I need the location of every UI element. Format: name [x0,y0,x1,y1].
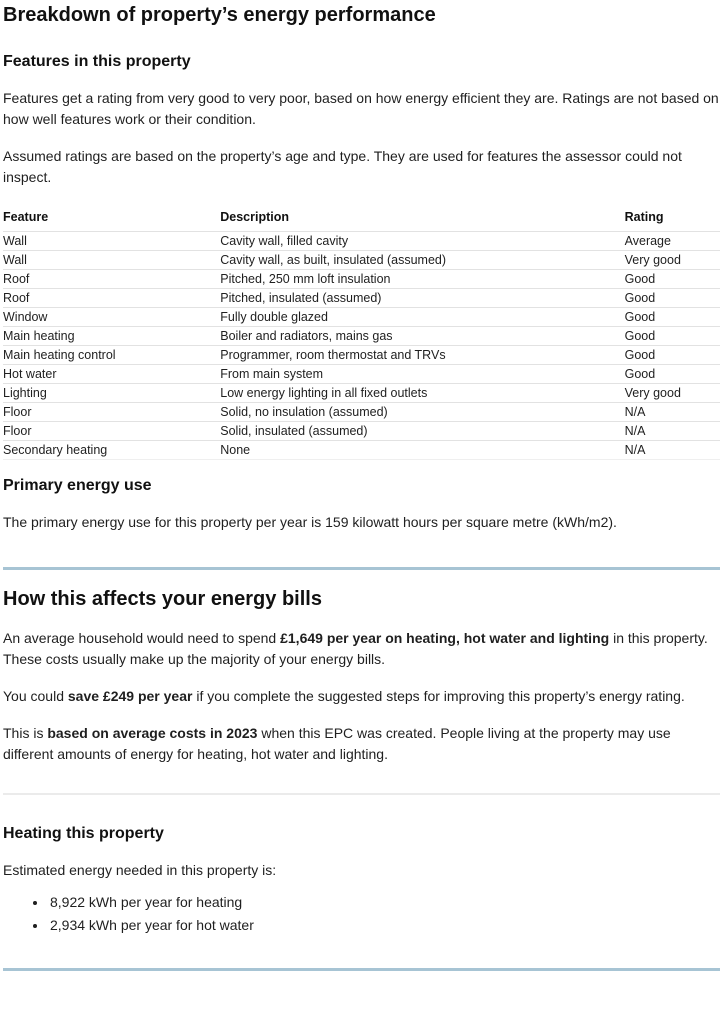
table-header-row [3,210,720,232]
description-cell: Cavity wall, as built, insulated (assumed) [220,251,624,270]
features-intro-2: Assumed ratings are based on the property’s age and type. They are used for features the assessor could not inspect. [3,148,682,185]
feature-cell: Roof [3,270,220,289]
save-amount: save £249 per year [67,688,193,704]
section-energy-bills [3,587,720,765]
rating-cell: Good [625,365,720,384]
text-segment: in this property. These costs usually make up the majority of your energy bills. [3,630,708,667]
table-header-description: Description [220,210,290,224]
table-header-rating: Rating [624,210,664,224]
table-row [3,232,720,251]
description-cell: None [220,441,624,460]
table-row [3,308,720,327]
feature-cell: Lighting [3,384,220,403]
table-row [3,251,720,270]
features-heading: Features in this property [3,53,191,70]
description-cell: From main system [220,365,624,384]
rating-cell: Good [625,270,720,289]
rating-cell: N/A [625,441,720,460]
description-cell: Programmer, room thermostat and TRVs [220,346,624,365]
rating-cell: N/A [625,422,720,441]
list-item-hot-water-energy: • 2,934 kWh per year for hot water [48,914,720,937]
feature-cell: Hot water [3,365,220,384]
list-item-heating-energy: • 8,922 kWh per year for heating [48,891,720,914]
feature-cell: Window [3,308,220,327]
description-cell: Solid, no insulation (assumed) [220,403,624,422]
table-row [3,270,720,289]
table-row [3,327,720,346]
rating-cell: Very good [625,251,720,270]
heating-intro: Estimated energy needed in this property is: [3,862,277,878]
description-cell: Low energy lighting in all fixed outlets [220,384,624,403]
spend-amount: £1,649 per year on heating, hot water and lighting [280,630,610,646]
text-segment: if you complete the suggested steps for improving this property’s energy rating. [192,688,685,704]
primary-energy-heading: Primary energy use [3,477,152,494]
rating-cell: Very good [625,384,720,403]
rating-cell: Good [625,289,720,308]
text-segment: when this EPC was created. People living at the property may use different amounts of energy for heating, hot water and lighting. [3,725,671,762]
rating-cell: N/A [625,403,720,422]
rating-cell: Good [625,327,720,346]
table-row [3,289,720,308]
table-header-feature: Feature [3,210,49,224]
section-heating [3,824,720,937]
feature-cell: Main heating control [3,346,220,365]
rating-cell: Good [625,346,720,365]
feature-cell: Roof [3,289,220,308]
costs-basis: based on average costs in 2023 [47,725,258,741]
page-title: Breakdown of property’s energy performance [3,4,436,26]
text-segment: You could [3,688,68,704]
description-cell: Pitched, 250 mm loft insulation [220,270,624,289]
bills-paragraph-spend [3,628,720,670]
features-intro-1: Features get a rating from very good to very poor, based on how energy efficient they are. Ratings are not based on how well features work or their condition. [3,90,719,127]
feature-cell: Wall [3,251,220,270]
bills-paragraph-save [3,686,720,707]
section-divider [3,567,720,570]
description-cell: Cavity wall, filled cavity [220,232,624,251]
table-row [3,346,720,365]
feature-cell: Floor [3,403,220,422]
energy-needs-list [3,891,720,937]
section-energy-performance [3,3,720,533]
features-table [3,210,720,460]
text-segment: This is [3,725,48,741]
table-row [3,441,720,460]
feature-cell: Wall [3,232,220,251]
section-divider [3,793,720,795]
table-row [3,422,720,441]
table-row [3,384,720,403]
feature-cell: Floor [3,422,220,441]
description-cell: Pitched, insulated (assumed) [220,289,624,308]
section-divider [3,968,720,971]
description-cell: Boiler and radiators, mains gas [220,327,624,346]
bills-paragraph-costs-basis [3,723,720,765]
rating-cell: Good [625,308,720,327]
description-cell: Solid, insulated (assumed) [220,422,624,441]
feature-cell: Secondary heating [3,441,220,460]
description-cell: Fully double glazed [220,308,624,327]
rating-cell: Average [625,232,720,251]
primary-energy-text: The primary energy use for this property per year is 159 kilowatt hours per square metre (kWh/m2). [3,514,617,530]
table-row [3,403,720,422]
text-segment: An average household would need to spend [3,630,281,646]
feature-cell: Main heating [3,327,220,346]
table-row [3,365,720,384]
heating-heading: Heating this property [3,825,164,842]
bills-heading: How this affects your energy bills [3,588,322,610]
